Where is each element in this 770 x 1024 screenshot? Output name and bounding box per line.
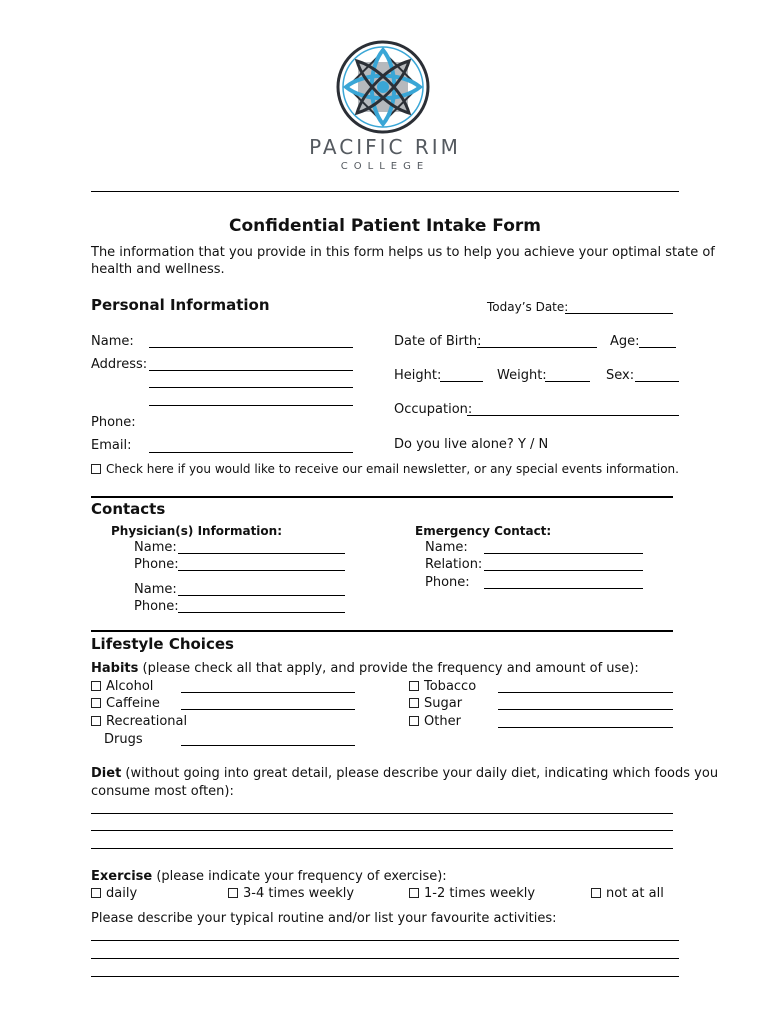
- physician1-name-label: Name:: [134, 540, 177, 555]
- diet-note-2: consume most often):: [91, 784, 234, 799]
- exercise-3-4[interactable]: [228, 886, 354, 901]
- habit-sugar-field[interactable]: [498, 709, 673, 710]
- habit-tobacco-checkbox[interactable]: [409, 681, 419, 691]
- habit-other[interactable]: [409, 714, 461, 729]
- habit-caffeine-field[interactable]: [181, 709, 355, 710]
- intro-line-2: health and wellness.: [91, 262, 225, 277]
- habit-recreational[interactable]: [91, 714, 187, 729]
- habit-other-checkbox[interactable]: [409, 716, 419, 726]
- weight-label: Weight:: [497, 368, 547, 383]
- name-label: Name:: [91, 334, 134, 349]
- age-label: Age:: [610, 334, 640, 349]
- live-alone-label: Do you live alone? Y / N: [394, 437, 549, 452]
- sex-field[interactable]: [635, 381, 679, 382]
- habit-tobacco-label: Tobacco: [424, 679, 477, 694]
- newsletter-label: Check here if you would like to receive our email newsletter, or any special events information.: [106, 462, 679, 476]
- newsletter-checkbox[interactable]: [91, 464, 101, 474]
- emergency-phone-label: Phone:: [425, 575, 470, 590]
- contacts-divider: [91, 496, 673, 498]
- habit-alcohol[interactable]: [91, 679, 153, 694]
- todays-date-label: Today’s Date:: [487, 300, 569, 314]
- occupation-field[interactable]: [467, 415, 679, 416]
- physician2-phone-label: Phone:: [134, 599, 179, 614]
- lifestyle-divider: [91, 630, 673, 632]
- habits-note: (please check all that apply, and provide the frequency and amount of use):: [138, 661, 639, 676]
- personal-heading: Personal Information: [91, 296, 270, 314]
- logo-sub: COLLEGE: [340, 161, 430, 172]
- name-field[interactable]: [149, 347, 353, 348]
- exercise-daily-label: daily: [106, 886, 138, 901]
- height-label: Height:: [394, 368, 442, 383]
- exercise-1-2[interactable]: [409, 886, 535, 901]
- diet-field-1[interactable]: [91, 813, 673, 814]
- habit-recreational-checkbox[interactable]: [91, 716, 101, 726]
- habit-alcohol-checkbox[interactable]: [91, 681, 101, 691]
- routine-field-3[interactable]: [91, 976, 679, 977]
- contacts-heading: Contacts: [91, 500, 166, 518]
- address-field-2[interactable]: [149, 387, 353, 388]
- page-title: Confidential Patient Intake Form: [229, 216, 541, 236]
- email-label: Email:: [91, 438, 132, 453]
- emergency-name-field[interactable]: [484, 553, 643, 554]
- phone-label: Phone:: [91, 415, 136, 430]
- habit-sugar-label: Sugar: [424, 696, 463, 711]
- habit-caffeine[interactable]: [91, 696, 160, 711]
- habits-row: [91, 661, 639, 676]
- exercise-note: (please indicate your frequency of exercise):: [152, 869, 447, 884]
- diet-field-2[interactable]: [91, 830, 673, 831]
- habit-caffeine-label: Caffeine: [106, 696, 160, 711]
- habit-recreational-label: Recreational: [106, 714, 188, 729]
- college-logo: [336, 40, 430, 134]
- sex-label: Sex:: [606, 368, 635, 383]
- exercise-row: [91, 869, 447, 884]
- occupation-label: Occupation:: [394, 402, 473, 417]
- habit-other-label: Other: [424, 714, 461, 729]
- habit-tobacco[interactable]: [409, 679, 476, 694]
- address-field-3[interactable]: [149, 405, 353, 406]
- diet-row: [91, 766, 718, 781]
- exercise-none-label: not at all: [606, 886, 664, 901]
- habit-tobacco-field[interactable]: [498, 692, 673, 693]
- habit-alcohol-field[interactable]: [181, 692, 355, 693]
- physician1-name-field[interactable]: [178, 553, 345, 554]
- emergency-relation-field[interactable]: [484, 570, 643, 571]
- address-field-1[interactable]: [149, 370, 353, 371]
- habit-drugs-label: Drugs: [104, 732, 143, 747]
- logo-emblem-icon: [336, 40, 430, 134]
- exercise-none-checkbox[interactable]: [591, 888, 601, 898]
- diet-label: Diet: [91, 766, 122, 781]
- habit-drugs-field[interactable]: [181, 745, 355, 746]
- todays-date-field[interactable]: [565, 313, 673, 314]
- habit-sugar-checkbox[interactable]: [409, 698, 419, 708]
- emergency-relation-label: Relation:: [425, 557, 483, 572]
- dob-label: Date of Birth:: [394, 334, 482, 349]
- exercise-3-4-checkbox[interactable]: [228, 888, 238, 898]
- logo-name: PACIFIC RIM: [309, 135, 461, 159]
- diet-field-3[interactable]: [91, 848, 673, 849]
- physician-heading: Physician(s) Information:: [111, 524, 282, 538]
- physician1-phone-field[interactable]: [178, 570, 345, 571]
- exercise-label: Exercise: [91, 869, 153, 884]
- routine-field-1[interactable]: [91, 940, 679, 941]
- diet-note: (without going into great detail, please describe your daily diet, indicating which foods you: [121, 766, 719, 781]
- dob-field[interactable]: [477, 347, 597, 348]
- emergency-phone-field[interactable]: [484, 588, 643, 589]
- exercise-none[interactable]: [591, 886, 664, 901]
- habit-other-field[interactable]: [498, 727, 673, 728]
- email-field[interactable]: [149, 452, 353, 453]
- newsletter-row[interactable]: [91, 462, 679, 476]
- lifestyle-heading: Lifestyle Choices: [91, 635, 234, 653]
- physician2-name-field[interactable]: [178, 595, 345, 596]
- habit-alcohol-label: Alcohol: [106, 679, 154, 694]
- exercise-daily[interactable]: [91, 886, 137, 901]
- weight-field[interactable]: [545, 381, 590, 382]
- age-field[interactable]: [639, 347, 676, 348]
- exercise-daily-checkbox[interactable]: [91, 888, 101, 898]
- exercise-3-4-label: 3-4 times weekly: [243, 886, 355, 901]
- routine-field-2[interactable]: [91, 958, 679, 959]
- physician1-phone-label: Phone:: [134, 557, 179, 572]
- habits-label: Habits: [91, 661, 139, 676]
- exercise-1-2-label: 1-2 times weekly: [424, 886, 536, 901]
- intro-line-1: The information that you provide in this form helps us to help you achieve your optimal state of: [91, 245, 715, 260]
- emergency-heading: Emergency Contact:: [415, 524, 552, 538]
- height-field[interactable]: [440, 381, 483, 382]
- routine-label: Please describe your typical routine and/or list your favourite activities:: [91, 911, 557, 926]
- header-divider: [91, 191, 679, 192]
- habit-caffeine-checkbox[interactable]: [91, 698, 101, 708]
- habit-sugar[interactable]: [409, 696, 462, 711]
- physician2-phone-field[interactable]: [178, 612, 345, 613]
- address-label: Address:: [91, 357, 148, 372]
- exercise-1-2-checkbox[interactable]: [409, 888, 419, 898]
- emergency-name-label: Name:: [425, 540, 468, 555]
- physician2-name-label: Name:: [134, 582, 177, 597]
